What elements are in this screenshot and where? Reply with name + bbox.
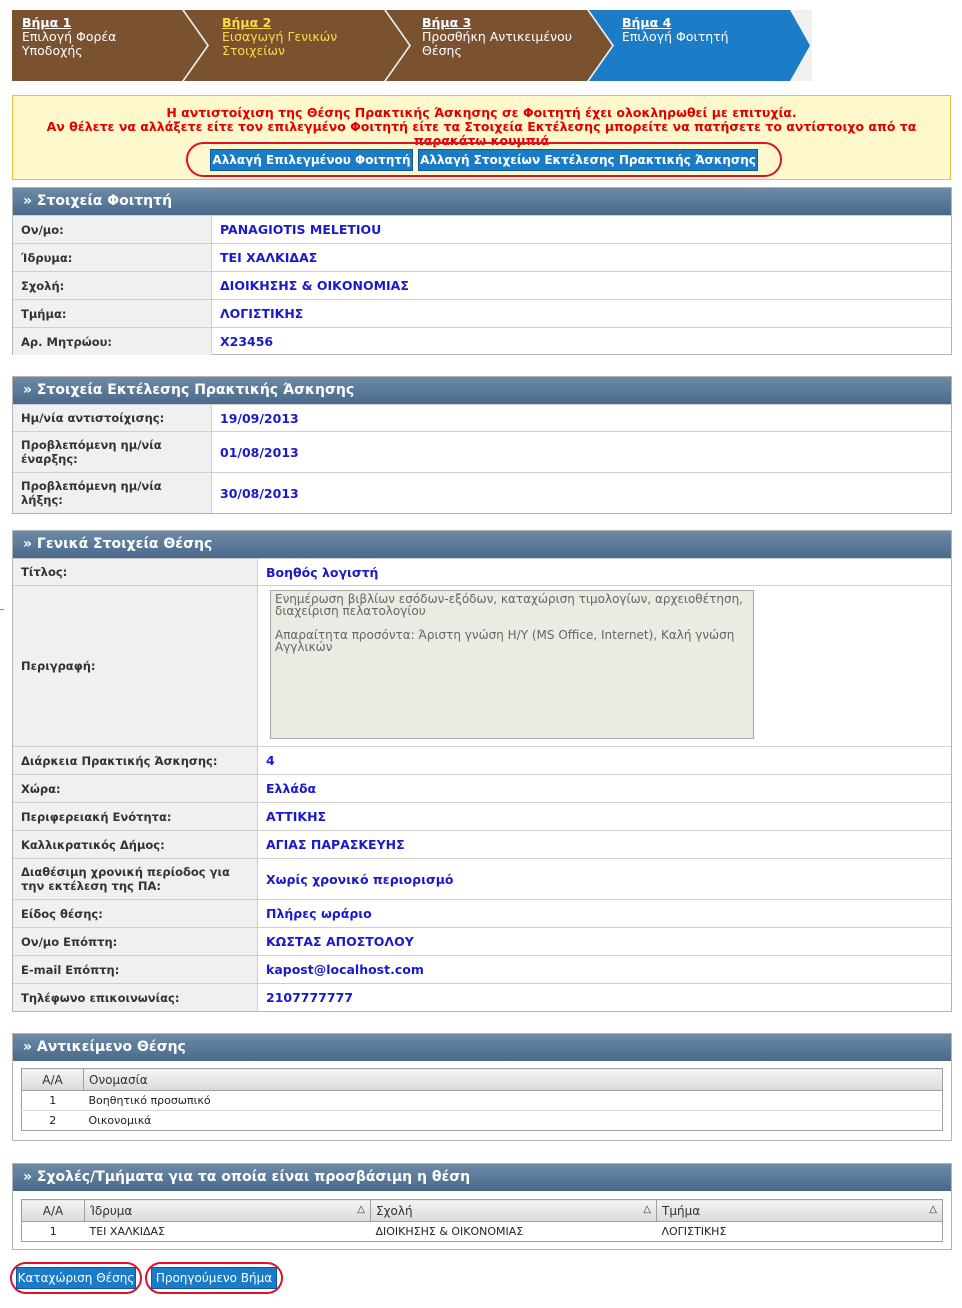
subject-cell-aa: 2 — [22, 1111, 84, 1131]
notice-line-2: Αν θέλετε να αλλάξετε είτε τον επιλεγμένο Φοιτητή είτε τα Στοιχεία Εκτέλεσης μπορείτε να πατήσετε το αντίστοιχο από τα παρακάτω κουμπιά — [46, 119, 917, 148]
duration-label: Διάρκεια Πρακτικής Άσκησης: — [13, 747, 258, 774]
position-row-type — [13, 899, 951, 927]
execution-panel-header: » Στοιχεία Εκτέλεσης Πρακτικής Άσκησης — [13, 377, 951, 404]
step-2[interactable] — [222, 16, 377, 58]
match-date-label: Ημ/νία αντιστοίχισης: — [13, 405, 212, 431]
position-panel — [12, 530, 952, 1012]
student-row-institution — [13, 243, 951, 271]
schools-panel-header: » Σχολές/Τμήματα για τα οποία είναι προσβάσιμη η θέση — [13, 1164, 951, 1191]
student-row-department — [13, 299, 951, 327]
position-row-duration — [13, 746, 951, 774]
step-3-label: Προσθήκη Αντικειμένου Θέσης — [422, 29, 572, 58]
duration-value: 4 — [266, 753, 275, 768]
subject-cell-name: Οικονομικά — [84, 1111, 943, 1131]
description-paragraph-2: Απαραίτητα προσόντα: Άριστη γνώση Η/Υ (MS Office, Internet), Καλή γνώση Αγγλικών — [275, 628, 735, 654]
schools-grid — [21, 1199, 943, 1242]
sort-icon[interactable]: △ — [357, 1203, 365, 1215]
subject-cell-name: Βοηθητικό προσωπικό — [84, 1091, 943, 1111]
execution-panel — [12, 376, 952, 514]
position-description-textarea[interactable] — [270, 590, 754, 739]
region-value: ΑΤΤΙΚΗΣ — [266, 809, 327, 824]
subject-col-aa[interactable]: Α/Α — [22, 1069, 84, 1091]
country-label: Χώρα: — [13, 775, 258, 802]
schools-col-aa[interactable]: Α/Α — [22, 1200, 85, 1222]
student-row-name — [13, 215, 951, 243]
step-4-label: Επιλογή Φοιτητή — [622, 29, 729, 44]
subject-cell-aa: 1 — [22, 1091, 84, 1111]
position-type-label: Είδος θέσης: — [13, 900, 258, 927]
student-name-value: PANAGIOTIS MELETIOU — [220, 222, 382, 237]
previous-step-button[interactable]: Προηγούμενο Βήμα — [151, 1267, 277, 1289]
end-date-label: Προβλεπόμενη ημ/νία λήξης: — [13, 473, 212, 513]
step-4[interactable] — [622, 16, 777, 44]
position-row-region — [13, 802, 951, 830]
subject-panel-header: » Αντικείμενο Θέσης — [13, 1034, 951, 1061]
subject-grid-header — [22, 1069, 943, 1091]
country-value: Ελλάδα — [266, 781, 317, 796]
student-panel — [12, 187, 952, 355]
end-date-value: 30/08/2013 — [220, 485, 299, 501]
edge-divider — [0, 609, 4, 610]
sort-icon[interactable]: △ — [643, 1203, 651, 1215]
save-position-button[interactable]: Καταχώριση Θέσης — [16, 1267, 136, 1289]
student-registry-label: Αρ. Μητρώου: — [13, 328, 212, 355]
student-school-value: ΔΙΟΙΚΗΣΗΣ & ΟΙΚΟΝΟΜΙΑΣ — [220, 278, 409, 293]
supervisor-email-label: E-mail Επόπτη: — [13, 956, 258, 983]
schools-cell-aa: 1 — [22, 1222, 85, 1242]
step-2-label: Εισαγωγή Γενικών Στοιχείων — [222, 29, 338, 58]
position-row-supervisor — [13, 927, 951, 955]
step-1-label: Επιλογή Φορέα Υποδοχής — [22, 29, 117, 58]
schools-col-department-label: Τμήμα — [662, 1203, 701, 1218]
description-paragraph-1: Ενημέρωση βιβλίων εσόδων-εξόδων, καταχώριση τιμολογίων, αρχειοθέτηση, διαχείριση πελατολογίου — [275, 592, 743, 618]
phone-value: 2107777777 — [266, 990, 353, 1005]
position-description-cell — [258, 586, 951, 746]
region-label: Περιφερειακή Ενότητα: — [13, 803, 258, 830]
change-student-button[interactable]: Αλλαγή Επιλεγμένου Φοιτητή — [210, 149, 413, 171]
position-title-value: Βοηθός λογιστή — [266, 564, 379, 580]
student-department-label: Τμήμα: — [13, 300, 212, 327]
change-execution-button[interactable]: Αλλαγή Στοιχείων Εκτέλεσης Πρακτικής Άσκησης — [418, 149, 758, 171]
position-panel-header: » Γενικά Στοιχεία Θέσης — [13, 531, 951, 558]
student-institution-label: Ίδρυμα: — [13, 244, 212, 271]
wizard-steps — [12, 10, 812, 81]
student-department-value: ΛΟΓΙΣΤΙΚΗΣ — [220, 306, 304, 321]
position-row-supervisor-email — [13, 955, 951, 983]
position-row-title — [13, 558, 951, 585]
period-value: Χωρίς χρονικό περιορισμό — [266, 871, 454, 887]
position-title-label: Τίτλος: — [13, 559, 258, 585]
table-row[interactable] — [22, 1111, 943, 1131]
student-school-label: Σχολή: — [13, 272, 212, 299]
schools-col-school-label: Σχολή — [376, 1203, 413, 1218]
position-row-country — [13, 774, 951, 802]
match-date-value: 19/09/2013 — [220, 410, 299, 426]
schools-panel — [12, 1163, 952, 1250]
student-institution-value: ΤΕΙ ΧΑΛΚΙΔΑΣ — [220, 250, 318, 265]
schools-col-school[interactable] — [371, 1200, 657, 1222]
subject-grid — [21, 1068, 943, 1131]
notice-line-1: Η αντιστοίχιση της Θέσης Πρακτικής Άσκησης σε Φοιτητή έχει ολοκληρωθεί με επιτυχία. — [166, 105, 797, 120]
execution-row-start-date — [13, 431, 951, 472]
schools-col-department[interactable] — [657, 1200, 943, 1222]
start-date-label: Προβλεπόμενη ημ/νία έναρξης: — [13, 432, 212, 472]
schools-cell-school: ΔΙΟΙΚΗΣΗΣ & ΟΙΚΟΝΟΜΙΑΣ — [371, 1222, 657, 1242]
sort-icon[interactable]: △ — [929, 1203, 937, 1215]
phone-label: Τηλέφωνο επικοινωνίας: — [13, 984, 258, 1011]
schools-col-institution-label: Ίδρυμα — [90, 1203, 133, 1218]
subject-col-name[interactable]: Ονομασία — [84, 1069, 943, 1091]
schools-cell-institution: ΤΕΙ ΧΑΛΚΙΔΑΣ — [85, 1222, 371, 1242]
municipality-label: Καλλικρατικός Δήμος: — [13, 831, 258, 858]
supervisor-email-value: kapost@localhost.com — [266, 962, 424, 977]
step-2-title[interactable]: Βήμα 2 — [222, 15, 272, 30]
student-row-registry — [13, 327, 951, 355]
table-row[interactable] — [22, 1222, 943, 1242]
success-notice — [12, 95, 951, 180]
position-row-phone — [13, 983, 951, 1011]
step-3[interactable] — [422, 16, 577, 58]
period-label: Διαθέσιμη χρονική περίοδος για την εκτέλεση της ΠΑ: — [13, 859, 258, 899]
schools-cell-department: ΛΟΓΙΣΤΙΚΗΣ — [657, 1222, 943, 1242]
supervisor-value: ΚΩΣΤΑΣ ΑΠΟΣΤΟΛΟΥ — [266, 934, 414, 949]
notice-button-group — [186, 142, 782, 177]
student-row-school — [13, 271, 951, 299]
subject-panel — [12, 1033, 952, 1141]
step-1[interactable] — [22, 16, 177, 58]
municipality-value: ΑΓΙΑΣ ΠΑΡΑΣΚΕΥΗΣ — [266, 837, 405, 852]
student-registry-value: X23456 — [220, 334, 274, 349]
student-name-label: Ον/μο: — [13, 216, 212, 243]
table-row[interactable] — [22, 1091, 943, 1111]
position-row-municipality — [13, 830, 951, 858]
execution-row-match-date — [13, 404, 951, 431]
execution-row-end-date — [13, 472, 951, 513]
step-4-title[interactable]: Βήμα 4 — [622, 15, 672, 30]
position-row-description — [13, 585, 951, 746]
schools-grid-header — [22, 1200, 943, 1222]
position-type-value: Πλήρες ωράριο — [266, 906, 372, 921]
start-date-value: 01/08/2013 — [220, 444, 299, 460]
step-3-title[interactable]: Βήμα 3 — [422, 15, 472, 30]
position-description-label: Περιγραφή: — [13, 586, 258, 746]
schools-col-institution[interactable] — [85, 1200, 371, 1222]
supervisor-label: Ον/μο Επόπτη: — [13, 928, 258, 955]
step-1-title[interactable]: Βήμα 1 — [22, 15, 72, 30]
position-row-period — [13, 858, 951, 899]
student-panel-header: » Στοιχεία Φοιτητή — [13, 188, 951, 215]
